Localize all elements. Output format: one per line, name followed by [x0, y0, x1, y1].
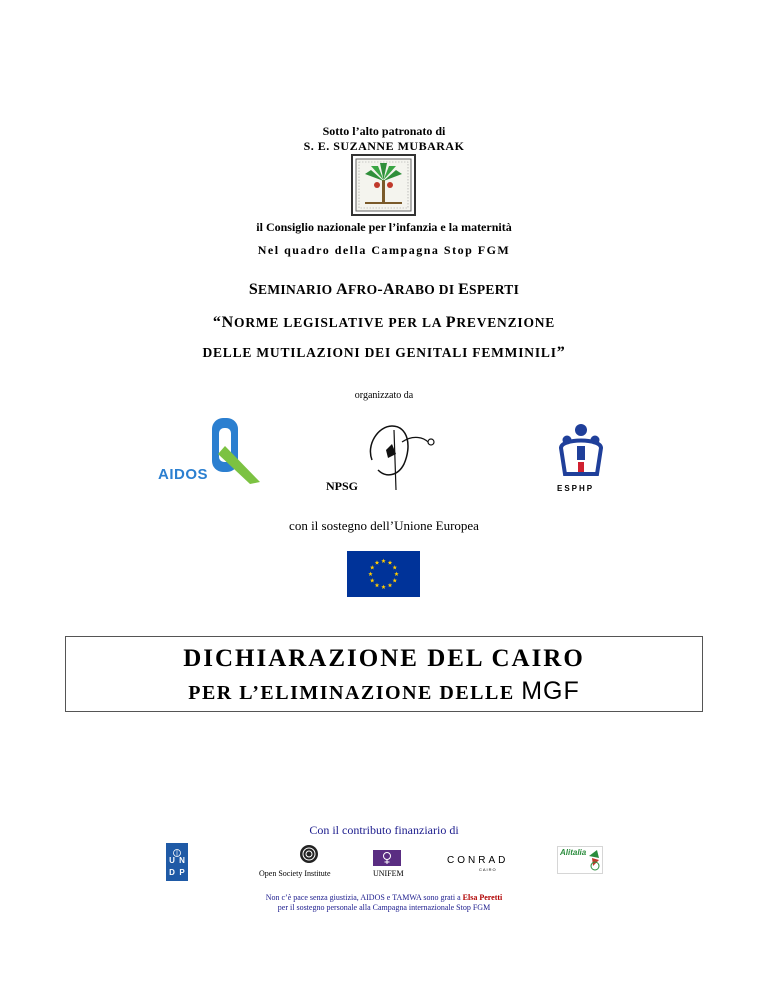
- npsg-label: NPSG: [326, 479, 359, 493]
- seminar-title-line2-text: DELLE MUTILAZIONI DEI GENITALI FEMMINILI: [202, 345, 557, 360]
- aidos-logo: [158, 416, 268, 486]
- declaration-mgf: MGF: [521, 677, 580, 705]
- declaration-line1-text: DICHIARAZIONE DEL CAIRO: [183, 645, 585, 672]
- funders-label: Con il contributo finanziario di: [309, 823, 459, 837]
- seminar-title-part: ORME LEGISLATIVE PER LA: [234, 315, 446, 330]
- council-name: il Consiglio nazionale per l’infanzia e la maternità: [256, 220, 512, 234]
- aidos-wordmark: AIDOS: [158, 466, 209, 483]
- conrad-logo: CONRAD: [447, 855, 509, 866]
- undp-letter: P: [179, 868, 185, 877]
- footer-line2: per il sostegno personale alla Campagna internazionale Stop FGM: [277, 903, 491, 912]
- seminar-type-part: -: [377, 281, 384, 298]
- seminar-type-part: A: [383, 281, 395, 298]
- seminar-type-part: EMINARIO: [258, 282, 337, 297]
- declaration-line1: [66, 645, 702, 673]
- alitalia-wordmark: Alitalia: [560, 848, 587, 857]
- patronage-line: Sotto l’alto patronato di: [322, 124, 446, 138]
- seminar-title-line1: [0, 314, 768, 332]
- declaration-title-box: [65, 636, 703, 712]
- eu-support-label: con il sostegno dell’Unione Europea: [289, 518, 479, 533]
- council-emblem: [351, 154, 416, 216]
- open-society-logo: [299, 844, 319, 864]
- seminar-type: [0, 281, 768, 299]
- undp-letter: U: [169, 856, 175, 865]
- seminar-type-part: S: [248, 281, 259, 298]
- seminar-title-close-quote: ”: [556, 344, 566, 361]
- campaign-line: Nel quadro della Campagna Stop FGM: [257, 243, 511, 257]
- un-emblem-icon: [168, 844, 186, 852]
- declaration-line2-prefix: PER L’ELIMINAZIONE DELLE: [188, 682, 515, 704]
- seminar-title-line2: [0, 344, 768, 362]
- seminar-type-part: SPERTI: [469, 282, 520, 297]
- declaration-line2: [66, 677, 702, 706]
- seminar-type-part: FRO: [347, 282, 378, 297]
- unifem-logo: [373, 850, 401, 866]
- seminar-title-part: “N: [212, 314, 235, 331]
- seminar-type-part: E: [458, 281, 470, 298]
- conrad-sub: CAIRO: [479, 867, 497, 872]
- open-society-label: Open Society Institute: [259, 869, 331, 878]
- patron-name: S. E. SUZANNE MUBARAK: [303, 139, 465, 153]
- undp-letter: N: [179, 856, 185, 865]
- footer-line1: [0, 893, 768, 902]
- eu-flag: [347, 551, 420, 597]
- undp-letter: D: [169, 868, 175, 877]
- esphp-logo: [553, 420, 609, 482]
- unifem-label: UNIFEM: [373, 869, 404, 878]
- footer-line1-prefix: Non c’è pace senza giustizia, AIDOS e TAMWA sono grati a: [265, 893, 463, 902]
- npsg-logo: [362, 420, 442, 492]
- seminar-type-part: RABO DI: [394, 282, 459, 297]
- undp-logo: [166, 843, 188, 881]
- seminar-title-part: REVENZIONE: [456, 315, 556, 330]
- seminar-title-part: P: [445, 314, 457, 331]
- alitalia-logo: [557, 846, 603, 874]
- seminar-type-part: A: [336, 281, 348, 298]
- organized-by-label: organizzato da: [354, 390, 414, 401]
- footer-name: Elsa Peretti: [462, 893, 503, 902]
- esphp-label: ESPHP: [557, 484, 595, 493]
